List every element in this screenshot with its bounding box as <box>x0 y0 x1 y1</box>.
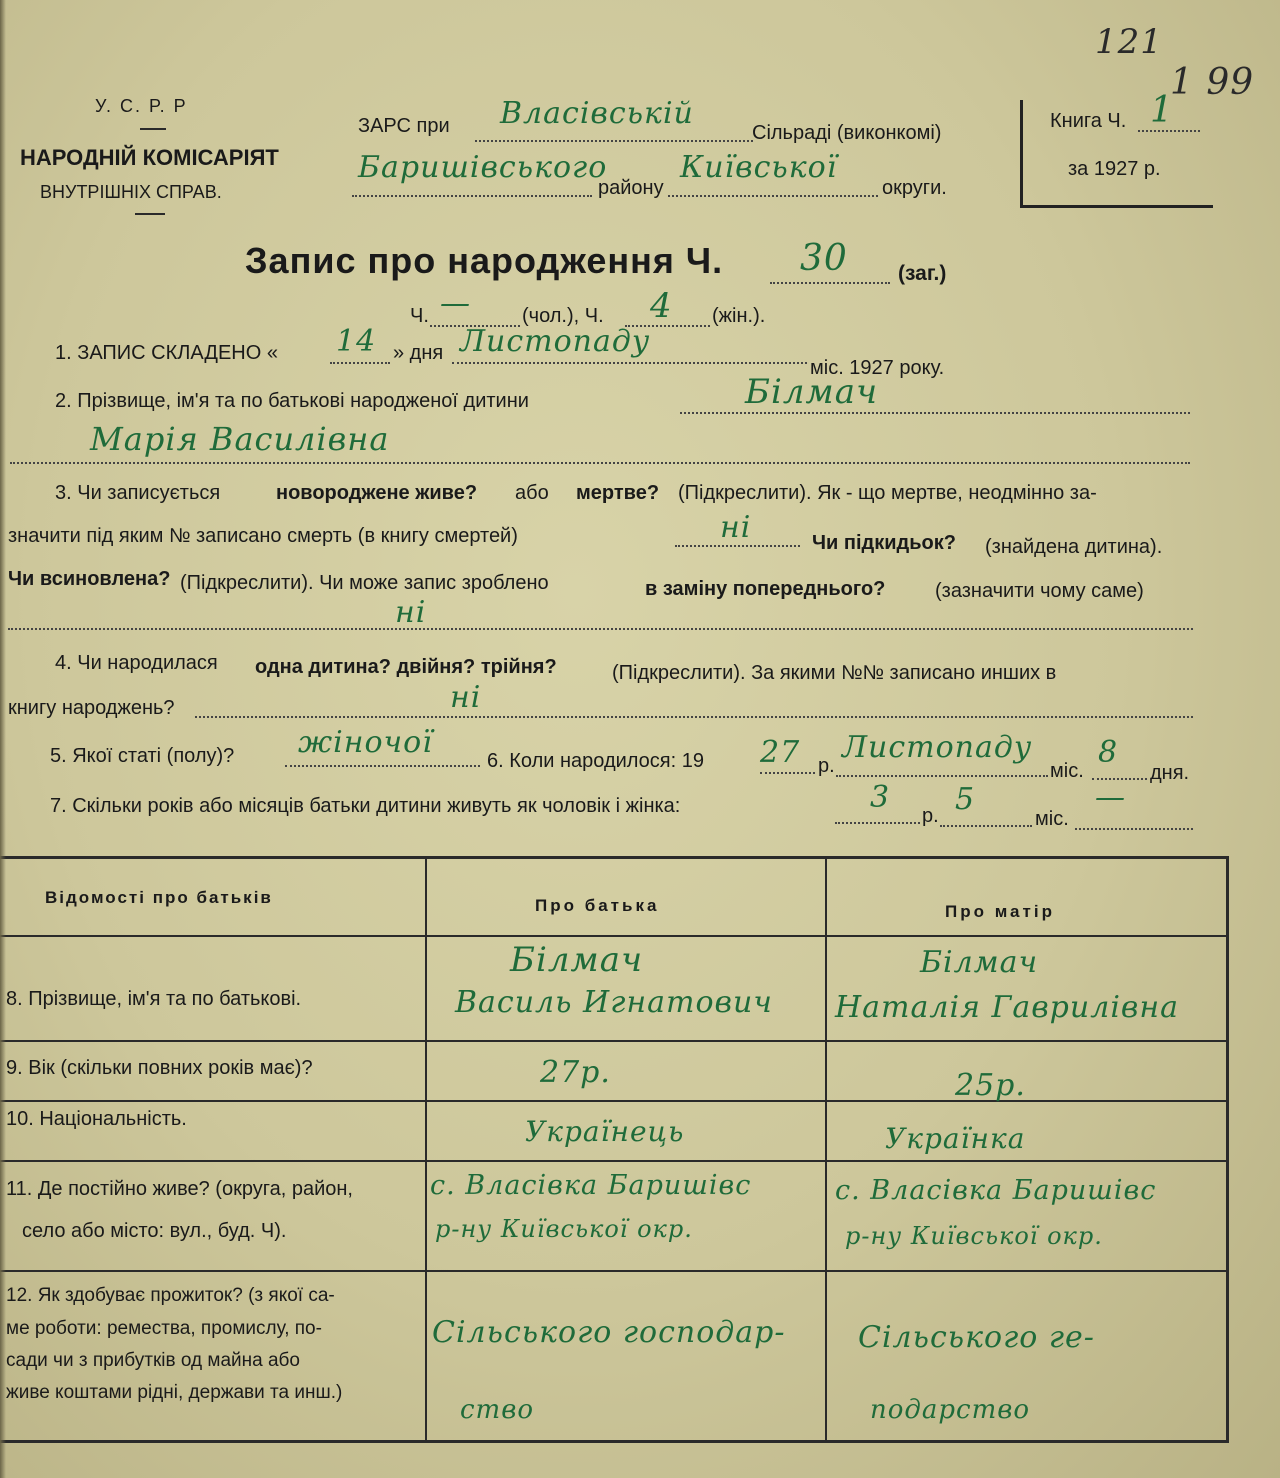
col-header-info: Відомості про батьків <box>45 888 273 907</box>
row8-father-surname: Білмач <box>510 940 644 980</box>
item3-l2a: значити під яким № записано смерть (в книгу смертей) <box>8 525 518 547</box>
rayon-value: Баришівського <box>358 150 608 185</box>
item6-r: р. <box>818 755 835 777</box>
row12-label-4: живе коштами рідні, держави та инш.) <box>6 1382 343 1403</box>
row11-father-2: р-ну Київської окр. <box>435 1215 693 1243</box>
item3-l3a: Чи всиновлена? <box>8 568 171 590</box>
item1-day: 14 <box>336 324 377 359</box>
item7-years: 3 <box>870 780 891 815</box>
org-divider-1 <box>140 128 166 130</box>
zags-prefix: ЗАРС при <box>358 115 450 137</box>
row11-label-2: село або місто: вул., буд. Ч). <box>22 1220 287 1242</box>
item6-day: 8 <box>1098 735 1119 770</box>
female-label: (жін.). <box>712 305 766 327</box>
binding-shadow <box>0 0 6 1478</box>
item1-day-line <box>330 362 390 364</box>
table-header-border <box>0 935 1228 937</box>
row11-label-1: 11. Де постійно живе? (округа, район, <box>6 1178 353 1200</box>
rayon-line <box>352 195 592 197</box>
sheet-number: 1 99 <box>1170 62 1255 103</box>
item7-r: р. <box>922 805 939 827</box>
item6-month: Листопаду <box>842 730 1033 765</box>
item1-mid: » дня <box>393 342 444 364</box>
item3-l1d: мертве? <box>576 482 660 504</box>
zags-value: Власівській <box>500 96 694 131</box>
item1-month-line <box>452 362 807 364</box>
item6-dnya: дня. <box>1150 762 1190 784</box>
item7-years-line <box>835 822 920 824</box>
row11-border <box>0 1270 1228 1272</box>
archive-number: 121 <box>1095 22 1163 62</box>
row12-father-2: ство <box>460 1395 535 1425</box>
zags-line <box>475 140 753 142</box>
row8-label: 8. Прізвище, ім'я та по батькові. <box>6 988 302 1010</box>
row11-mother-2: р-ну Київської окр. <box>845 1222 1103 1250</box>
item2-surname: Білмач <box>745 372 879 412</box>
item1-label: 1. ЗАПИС СКЛАДЕНО « <box>55 342 278 364</box>
row8-border <box>0 1040 1228 1042</box>
item3-l1c: або <box>515 482 549 504</box>
item6-label: 6. Коли народилося: 19 <box>487 750 704 772</box>
item7-dash: — <box>1095 780 1126 815</box>
item7-months: 5 <box>955 782 976 817</box>
year-label: за 1927 р. <box>1068 158 1161 180</box>
record-title: Запис про народження Ч. <box>245 240 724 281</box>
okruga-value: Київської <box>680 150 838 185</box>
item6-mis: міс. <box>1050 760 1084 782</box>
row8-mother-surname: Білмач <box>920 945 1039 980</box>
record-number: 30 <box>800 238 848 279</box>
item3-l1b: новороджене живе? <box>276 482 478 504</box>
zags-suffix: Сільраді (виконкомі) <box>752 122 942 144</box>
item2-label: 2. Прізвище, ім'я та по батькові народженої дитини <box>55 390 529 412</box>
col-divider-2 <box>825 858 827 1443</box>
item4-l2-value: ні <box>450 680 482 715</box>
row12-label-2: ме роботи: ремества, промислу, по- <box>6 1318 322 1339</box>
org-line2: НАРОДНІЙ КОМІСАРІЯТ <box>20 145 279 170</box>
item7-mis: міс. <box>1035 808 1069 830</box>
total-label: (заг.) <box>898 262 947 285</box>
okruga-label: округи. <box>882 177 947 199</box>
item5-value: жіночої <box>298 725 433 760</box>
item4-l2-line <box>195 716 1193 718</box>
item6-year: 27 <box>760 735 801 770</box>
row12-mother-2: подарство <box>870 1395 1031 1425</box>
item3-l2-line <box>675 545 800 547</box>
okruga-line <box>668 195 878 197</box>
col-header-father: Про батька <box>535 896 660 915</box>
item7-months-line <box>940 825 1032 827</box>
table-bottom-border <box>0 1440 1228 1443</box>
item3-l2-value: ні <box>720 510 752 545</box>
book-label: Книга Ч. <box>1050 110 1127 132</box>
item4-l1b: одна дитина? двійня? трійня? <box>255 656 557 678</box>
col-header-mother: Про матір <box>945 902 1055 921</box>
row12-label-1: 12. Як здобуває прожиток? (з якої са- <box>6 1285 335 1306</box>
item3-l2b: Чи підкидьок? <box>812 532 956 554</box>
org-line3: ВНУТРІШНІХ СПРАВ. <box>40 182 222 202</box>
item4-l1c: (Підкреслити). За якими №№ записано инших в <box>612 662 1057 684</box>
item3-l1e: (Підкреслити). Як - що мертве, неодмінно за- <box>678 482 1097 504</box>
female-value: 4 <box>650 286 673 326</box>
row11-father-1: с. Власівка Баришівс <box>430 1170 752 1201</box>
item4-l2a: книгу народжень? <box>8 697 175 719</box>
item3-l2c: (знайдена дитина). <box>985 536 1163 558</box>
item4-l1a: 4. Чи народилася <box>55 652 218 674</box>
rayon-label: району <box>598 177 664 199</box>
item3-l3c: в заміну попереднього? <box>645 578 886 600</box>
male-value: — <box>440 286 471 321</box>
item5-line <box>285 765 480 767</box>
item2-name: Марія Василівна <box>90 420 390 458</box>
record-number-line <box>770 282 890 284</box>
male-prefix: Ч. <box>410 305 429 327</box>
item3-l4-value: ні <box>395 595 427 630</box>
row12-father-1: Сільського господар- <box>432 1315 786 1350</box>
row9-father: 27р. <box>540 1055 611 1090</box>
item3-l1a: 3. Чи записується <box>55 482 221 504</box>
item1-month: Листопаду <box>460 324 651 359</box>
row10-mother: Українка <box>885 1122 1026 1155</box>
row9-border <box>0 1100 1228 1102</box>
row12-label-3: сади чи з прибутків од майна або <box>6 1350 300 1371</box>
row10-father: Українець <box>525 1115 685 1148</box>
item3-l4-line <box>8 628 1193 630</box>
row9-label: 9. Вік (скільки повних років має)? <box>6 1057 313 1079</box>
item6-month-line <box>836 775 1048 777</box>
row9-mother: 25р. <box>955 1068 1026 1103</box>
col-divider-1 <box>425 856 427 1443</box>
male-label: (чол.), Ч. <box>522 305 604 327</box>
item6-year-line <box>760 772 815 774</box>
row12-mother-1: Сільського ге- <box>858 1320 1095 1355</box>
item7-tail-line <box>1075 828 1193 830</box>
item5-label: 5. Якої статі (полу)? <box>50 745 235 767</box>
item7-label: 7. Скільки років або місяців батьки дитини живуть як чоловік і жінка: <box>50 795 681 817</box>
item2-line2 <box>10 462 1190 464</box>
book-value: 1 <box>1150 90 1174 131</box>
row8-father-name: Василь Игнатович <box>455 985 773 1020</box>
item1-end: міс. 1927 року. <box>810 357 945 379</box>
org-line1: У. С. Р. Р <box>95 96 188 116</box>
item3-l3b: (Підкреслити). Чи може запис зроблено <box>180 572 549 594</box>
row8-mother-name: Наталія Гаврилівна <box>835 990 1180 1025</box>
org-divider-2 <box>135 213 165 215</box>
row10-border <box>0 1160 1228 1162</box>
table-top-border <box>0 856 1228 859</box>
item2-line1 <box>680 412 1190 414</box>
row10-label: 10. Національність. <box>6 1108 187 1130</box>
row11-mother-1: с. Власівка Баришівс <box>835 1175 1157 1206</box>
col-divider-right <box>1226 856 1229 1443</box>
item3-l3d: (зазначити чому саме) <box>935 580 1144 602</box>
